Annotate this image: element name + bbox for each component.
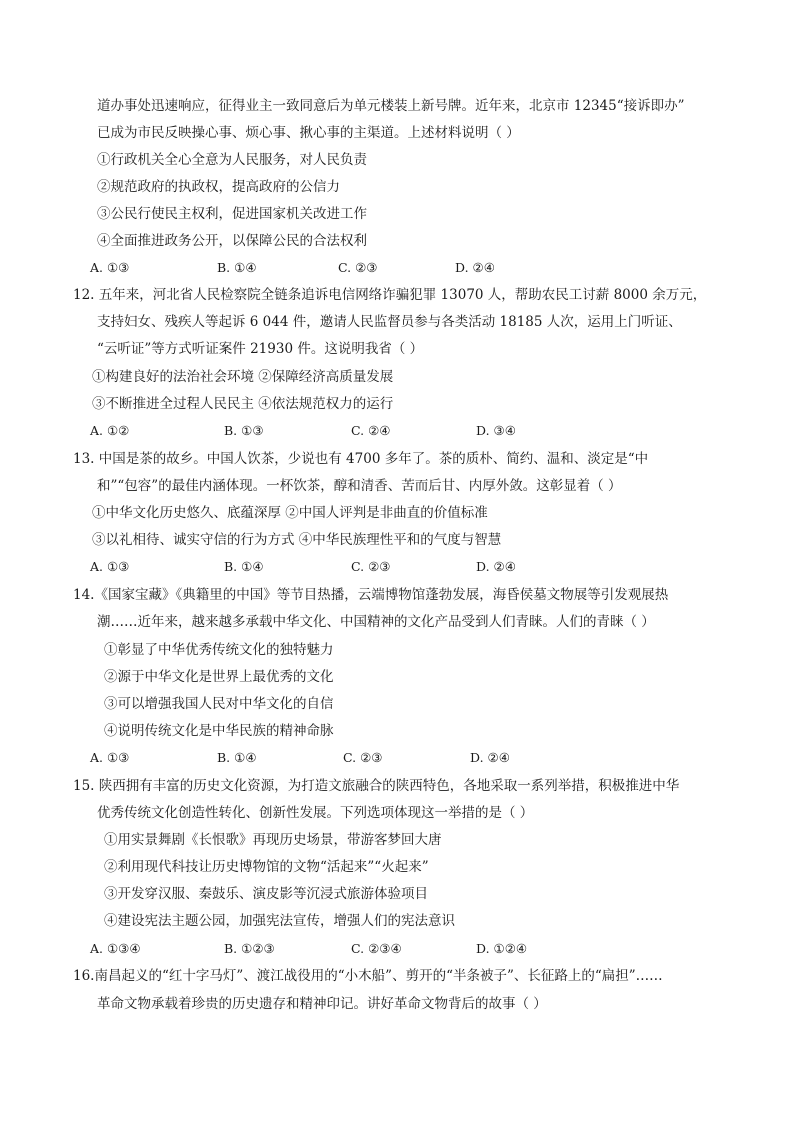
q14-option-b[interactable]: B. ①④ (217, 750, 257, 765)
q14-stem-line-2: 潮……近年来，越来越多承载中华文化、中国精神的文化产品受到人们青睐。人们的青睐（ ） (97, 614, 655, 630)
q15-item-3: ③开发穿汉服、秦鼓乐、演皮影等沉浸式旅游体验项目 (104, 886, 428, 902)
q13-option-c[interactable]: C. ②③ (351, 559, 391, 574)
q11-stem-line-2: 已成为市民反映操心事、烦心事、揪心事的主渠道。上述材料说明（ ） (97, 125, 520, 141)
q15-item-4: ④建设宪法主题公园，加强宪法宣传，增强人们的宪法意识 (104, 913, 455, 929)
q15-options (90, 939, 690, 959)
q11-option-c[interactable]: C. ②③ (338, 260, 378, 275)
q13-options (90, 557, 690, 577)
q15-option-a[interactable]: A. ①③④ (90, 941, 141, 956)
q13-items-row-2: ③以礼相待、诚实守信的行为方式 ④中华民族理性平和的气度与智慧 (92, 532, 502, 548)
q14-item-1: ①彰显了中华优秀传统文化的独特魅力 (104, 642, 334, 658)
q11-stem-line-1: 道办事处迅速响应，征得业主一致同意后为单元楼装上新号牌。近年来，北京市 12345“接诉即办” (97, 98, 685, 114)
q12-items-row-2: ③不断推进全过程人民民主 ④依法规范权力的运行 (92, 396, 394, 412)
q13-option-a[interactable]: A. ①③ (90, 559, 130, 574)
q14-item-2: ②源于中华文化是世界上最优秀的文化 (104, 669, 334, 685)
q12-option-a[interactable]: A. ①② (90, 423, 130, 438)
q12-option-b[interactable]: B. ①③ (224, 423, 264, 438)
q13-items-row-1: ①中华文化历史悠久、底蕴深厚 ②中国人评判是非曲直的价值标准 (92, 505, 488, 521)
q14-option-d[interactable]: D. ②④ (470, 750, 510, 765)
q15-option-c[interactable]: C. ②③④ (351, 941, 402, 956)
q13-option-b[interactable]: B. ①④ (224, 559, 264, 574)
q11-item-1: ①行政机关全心全意为人民服务，对人民负责 (97, 152, 367, 168)
q11-options (90, 258, 690, 278)
q15-stem-line-2: 优秀传统文化创造性转化、创新性发展。下列选项体现这一举措的是（ ） (97, 805, 534, 821)
q12-stem-line-1: 12. 五年来，河北省人民检察院全链条追诉电信网络诈骗犯罪 13070 人，帮助农民工讨薪 8000 余万元， (73, 287, 707, 303)
q11-item-3: ③公民行使民主权利，促进国家机关改进工作 (97, 206, 367, 222)
q11-item-4: ④全面推进政务公开，以保障公民的合法权利 (97, 233, 367, 249)
q12-option-d[interactable]: D. ③④ (476, 423, 516, 438)
q15-stem-line-1: 15. 陕西拥有丰富的历史文化资源，为打造文旅融合的陕西特色，各地采取一系列举措，积极推进中华 (73, 778, 680, 794)
q14-option-c[interactable]: C. ②③ (343, 750, 383, 765)
q12-stem-line-3: “云听证”等方式听证案件 21930 件。这说明我省（ ） (97, 341, 424, 357)
q12-stem-line-2: 支持妇女、残疾人等起诉 6 044 件，邀请人民监督员参与各类活动 18185 人次，运用上门听证、 (97, 314, 682, 330)
q11-item-2: ②规范政府的执政权，提高政府的公信力 (97, 179, 340, 195)
q14-item-3: ③可以增强我国人民对中华文化的自信 (104, 696, 334, 712)
q15-option-b[interactable]: B. ①②③ (224, 941, 275, 956)
q13-stem-line-1: 13. 中国是茶的故乡。中国人饮茶，少说也有 4700 多年了。茶的质朴、简约、温和、淡定是“中 (73, 451, 649, 467)
q12-option-c[interactable]: C. ②④ (351, 423, 391, 438)
q15-item-1: ①用实景舞剧《长恨歌》再现历史场景，带游客梦回大唐 (104, 832, 442, 848)
q12-options (90, 421, 690, 441)
q14-stem-line-1: 14.《国家宝藏》《典籍里的中国》等节目热播，云端博物馆蓬勃发展，海昏侯墓文物展等引发观展热 (73, 587, 669, 603)
q12-items-row-1: ①构建良好的法治社会环境 ②保障经济高质量发展 (92, 369, 394, 385)
q15-item-2: ②利用现代科技让历史博物馆的文物“活起来”“火起来” (104, 859, 429, 875)
q16-stem-line-1: 16.南昌起义的“红十字马灯”、渡江战役用的“小木船”、剪开的“半条被子”、长征路上的“扁担”…… (73, 968, 663, 984)
q11-option-a[interactable]: A. ①③ (90, 260, 130, 275)
q13-option-d[interactable]: D. ②④ (476, 559, 516, 574)
q14-options (90, 748, 690, 768)
q11-option-b[interactable]: B. ①④ (217, 260, 257, 275)
q15-option-d[interactable]: D. ①②④ (476, 941, 528, 956)
q14-option-a[interactable]: A. ①③ (90, 750, 130, 765)
q11-option-d[interactable]: D. ②④ (455, 260, 495, 275)
q14-item-4: ④说明传统文化是中华民族的精神命脉 (104, 723, 334, 739)
q16-stem-line-2: 革命文物承载着珍贵的历史遗存和精神印记。讲好革命文物背后的故事（ ） (97, 996, 547, 1012)
q13-stem-line-2: 和”“包容”的最佳内涵体现。一杯饮茶，醇和清香、苦而后甘、内厚外敛。这彰显着（ ） (97, 478, 622, 494)
